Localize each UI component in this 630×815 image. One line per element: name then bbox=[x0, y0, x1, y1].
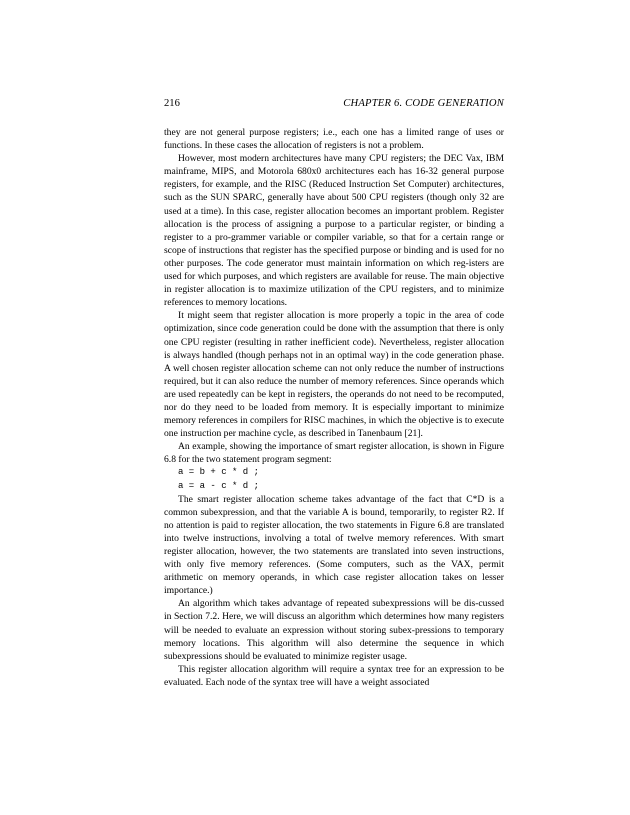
book-page bbox=[164, 97, 504, 689]
running-header bbox=[164, 97, 504, 111]
code-line-2: a = a - c * d ; bbox=[178, 480, 260, 491]
paragraph-6: An algorithm which takes advantage of repeated subexpressions will be dis-cussed in Section 7.2. Here, we will discuss an algorithm which determines how many registers will be needed to evaluate an expression without storing subex-pressions to temporary memory locations. This algorithm will also determine the sequence in which subexpressions should be evaluated to minimize register usage. bbox=[164, 598, 504, 662]
paragraph-2: However, most modern architectures have many CPU registers; the DEC Vax, IBM mainframe, MIPS, and Motorola 680x0 architectures each has 16-32 general purpose registers, for example, and the RISC (Reduced Instruction Set Computer) architectures, such as the SUN SPARC, generally have about 500 CPU registers (though only 32 are used at a time). In this case, register allocation becomes an important problem. Register allocation is the process of assigning a purpose to a particular register, or binding a register to a pro-grammer variable or compiler variable, so that for a certain range or scope of instructions that register has the specified purpose or binding and is used for no other purposes. The code generator must maintain information on which reg-isters are used for which purposes, and which registers are available for reuse. The main objective in register allocation is to maximize utilization of the CPU registers, and to minimize references to memory locations. bbox=[164, 153, 504, 309]
paragraph-1: they are not general purpose registers; i.e., each one has a limited range of uses or functions. In these cases the allocation of registers is not a problem. bbox=[164, 127, 504, 152]
paragraph-3: It might seem that register allocation is more properly a topic in the area of code optimization, since code generation could be done with the assumption that there is only one CPU register (resulting in rather inefficient code). Nevertheless, register allocation is always handled (though perhaps not in an optimal way) in the code generation phase. A well chosen register allocation scheme can not only reduce the number of instructions required, but it can also reduce the number of memory references. Since operands which are used repeatedly can be kept in registers, the operands do not need to be recomputed, nor do they need to be loaded from memory. It is especially important to minimize memory references in compilers for RISC machines, in which the objective is to execute one instruction per machine cycle, as described in Tanenbaum [21]. bbox=[164, 310, 504, 440]
page-number: 216 bbox=[164, 98, 180, 109]
body-text bbox=[164, 126, 504, 689]
code-line-1: a = b + c * d ; bbox=[178, 467, 260, 478]
paragraph-7: This register allocation algorithm will require a syntax tree for an expression to be evaluated. Each node of the syntax tree will have a weight associated bbox=[164, 663, 504, 688]
paragraph-5: The smart register allocation scheme takes advantage of the fact that C*D is a common subexpression, and that the variable A is bound, temporarily, to register R2. If no attention is paid to register allocation, the two statements in Figure 6.8 are translated into twelve instructions, involving a total of twelve memory references. With smart register allocation, however, the two statements are translated into seven instructions, with only five memory references. (Some computers, such as the VAX, permit arithmetic on memory operands, in which case register allocation takes on lesser importance.) bbox=[164, 493, 504, 597]
chapter-title: CHAPTER 6. CODE GENERATION bbox=[343, 98, 504, 109]
paragraph-4: An example, showing the importance of smart register allocation, is shown in Figure 6.8 for the two statement program segment: bbox=[164, 441, 504, 466]
